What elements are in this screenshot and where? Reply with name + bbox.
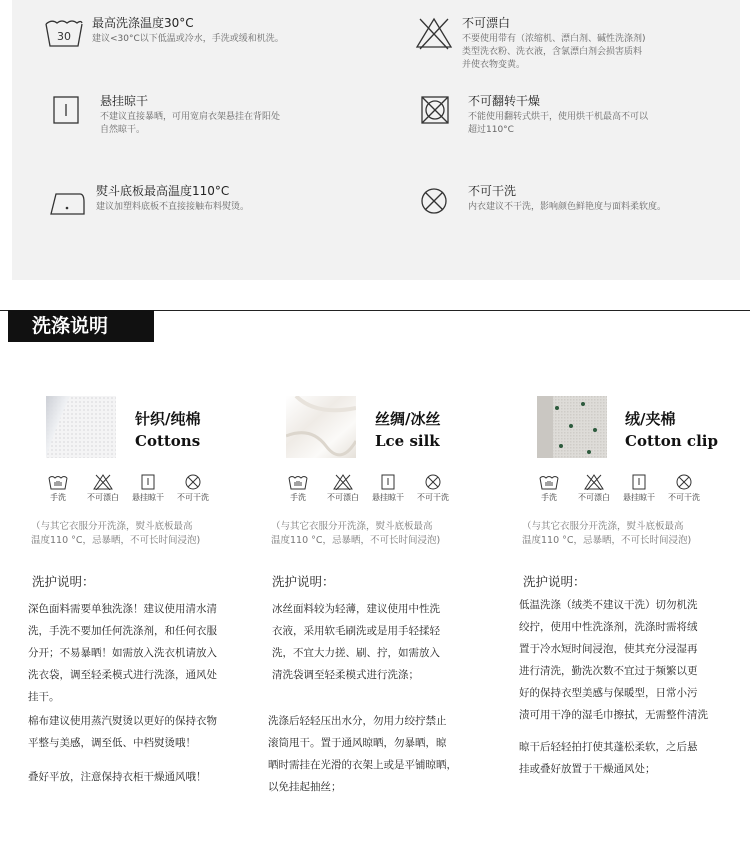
hang-dry-icon: [366, 474, 410, 503]
icon-label: 悬挂晾干: [132, 493, 164, 502]
care-title: 不可翻转干燥: [468, 94, 541, 108]
no-dry-clean-icon: [411, 474, 455, 503]
fabric-name-cn: 丝绸/冰丝: [375, 410, 441, 428]
care-desc: 建议<30°C以下低温或冷水，手洗或缓和机洗。: [92, 34, 284, 44]
no-bleach-icon: [81, 474, 125, 503]
hand-wash-icon: [36, 474, 80, 503]
fabric-name-cn: 绒/夹棉: [625, 410, 676, 428]
care-desc: 类型洗衣粉、洗衣液，含氯漂白剂会损害质料: [462, 47, 643, 57]
fabric-swatch-clip: [537, 396, 607, 458]
care-instructions-title: 洗护说明：: [272, 574, 335, 589]
care-no-tumble-dry: [420, 94, 648, 137]
care-desc: 不建议直接暴晒，可用宽肩衣架悬挂在背阳处: [100, 112, 281, 122]
care-desc: 内衣建议不干洗，影响颜色鲜艳度与面料柔软度。: [468, 202, 667, 212]
care-paragraph: 晾干后轻轻拍打使其蓬松柔软，之后悬 挂或叠好放置于干燥通风处；: [519, 741, 698, 775]
care-paragraph: 深色面料需要单独洗涤！建议使用清水清 洗，手洗不要加任何洗涤剂，和任何衣服 分开；不易暴晒！如需放入洗衣机请放入 洗衣袋，调至轻柔模式进行洗涤，通风处 挂干。: [28, 603, 217, 703]
no-dry-clean-icon: [662, 474, 706, 503]
wash-temp-mark: 30: [57, 30, 71, 43]
care-desc: 不能使用翻转式烘干，使用烘干机最高不可以: [468, 112, 649, 122]
care-paragraph: 棉布建议使用蒸汽熨烫以更好的保持衣物 平整与美感，调至低、中档熨烫哦！: [28, 715, 217, 749]
care-iron-110: [48, 184, 249, 220]
wash-30-icon: [44, 16, 84, 52]
care-desc: 不要使用带有（浓缩机、漂白剂、碱性洗涤剂): [462, 34, 646, 44]
fabric-name-en: Cottons: [135, 432, 201, 450]
care-paragraph: 叠好平放，注意保持衣柜干燥通风哦！: [28, 771, 207, 783]
care-hang-dry: [52, 94, 280, 137]
icon-label: 不可漂白: [87, 493, 119, 502]
fabric-swatch-knit: [46, 396, 116, 458]
care-symbols-panel: [12, 0, 740, 280]
icon-label: 不可干洗: [177, 493, 209, 502]
fabric-name-en: Cotton clip: [625, 432, 718, 450]
care-desc: 建议加塑料底板不直接接触布料熨烫。: [96, 202, 250, 212]
no-bleach-icon: [572, 474, 616, 503]
no-dry-clean-icon: [171, 474, 215, 503]
care-desc: 超过110°C: [468, 125, 514, 135]
care-wash-30: [44, 16, 284, 52]
icon-label: 不可干洗: [668, 493, 700, 502]
hang-dry-icon: [52, 94, 92, 130]
no-bleach-icon: [414, 16, 454, 52]
care-desc: 自然晾干。: [100, 125, 146, 135]
icon-label: 不可漂白: [578, 493, 610, 502]
hand-wash-icon: [276, 474, 320, 503]
hand-wash-icon: [527, 474, 571, 503]
hang-dry-icon: [617, 474, 661, 503]
wash-note: （与其它衣服分开洗涤，熨斗底板最高 温度110 °C，忌暴晒，不可长时间浸泡): [271, 521, 441, 546]
care-paragraph: 洗涤后轻轻压出水分，勿用力绞拧禁止 滚筒甩干。置于通风晾晒，勿暴晒，晾 晒时需挂在光滑的衣架上或是平铺晾晒， 以免挂起抽丝；: [268, 715, 457, 793]
icon-label: 不可干洗: [417, 493, 449, 502]
care-title: 熨斗底板最高温度110°C: [96, 184, 230, 198]
fabric-name-en: Lce silk: [375, 432, 440, 450]
care-instructions-title: 洗护说明：: [32, 574, 95, 589]
icon-label: 手洗: [50, 493, 66, 502]
care-no-dry-clean: [420, 184, 666, 220]
care-no-bleach: [414, 16, 646, 72]
care-paragraph: 冰丝面料较为轻薄，建议使用中性洗 衣液，采用软毛刷洗或是用手轻揉轻 洗，不宜大力搓、刷、拧，如需放入 清洗袋调至轻柔模式进行洗涤；: [272, 603, 440, 681]
icon-label: 悬挂晾干: [623, 493, 655, 502]
care-title: 悬挂晾干: [100, 94, 149, 108]
care-title: 不可干洗: [468, 184, 517, 198]
wash-note: （与其它衣服分开洗涤，熨斗底板最高 温度110 °C，忌暴晒，不可长时间浸泡): [522, 521, 692, 546]
fabric-name-cn: 针织/纯棉: [135, 410, 201, 428]
no-bleach-icon: [321, 474, 365, 503]
no-tumble-dry-icon: [420, 94, 460, 130]
section-heading: 洗涤说明: [8, 310, 154, 342]
care-desc: 并使衣物变黄。: [462, 60, 526, 70]
fabric-swatch-silk: [286, 396, 356, 458]
icon-label: 不可漂白: [327, 493, 359, 502]
care-title: 最高洗涤温度30°C: [92, 16, 194, 30]
icon-label: 手洗: [290, 493, 306, 502]
care-paragraph: 低温洗涤（绒类不建议干洗）切勿机洗 绞拧，使用中性洗涤剂，洗涤时需将绒 置于冷水短时间浸泡，使其充分浸湿再 进行清洗，勤洗次数不宜过于频繁以更 好的保持衣型美感与保暖型，日常小污 渍可用干净的湿毛巾擦拭，无需整件清洗: [519, 599, 708, 721]
care-instructions-title: 洗护说明：: [523, 574, 586, 589]
icon-label: 悬挂晾干: [372, 493, 404, 502]
iron-110-icon: [48, 184, 88, 220]
icon-label: 手洗: [541, 493, 557, 502]
no-dry-clean-icon: [420, 184, 460, 220]
care-title: 不可漂白: [462, 16, 511, 30]
wash-note: （与其它衣服分开洗涤，熨斗底板最高 温度110 °C，忌暴晒，不可长时间浸泡): [31, 521, 201, 546]
hang-dry-icon: [126, 474, 170, 503]
